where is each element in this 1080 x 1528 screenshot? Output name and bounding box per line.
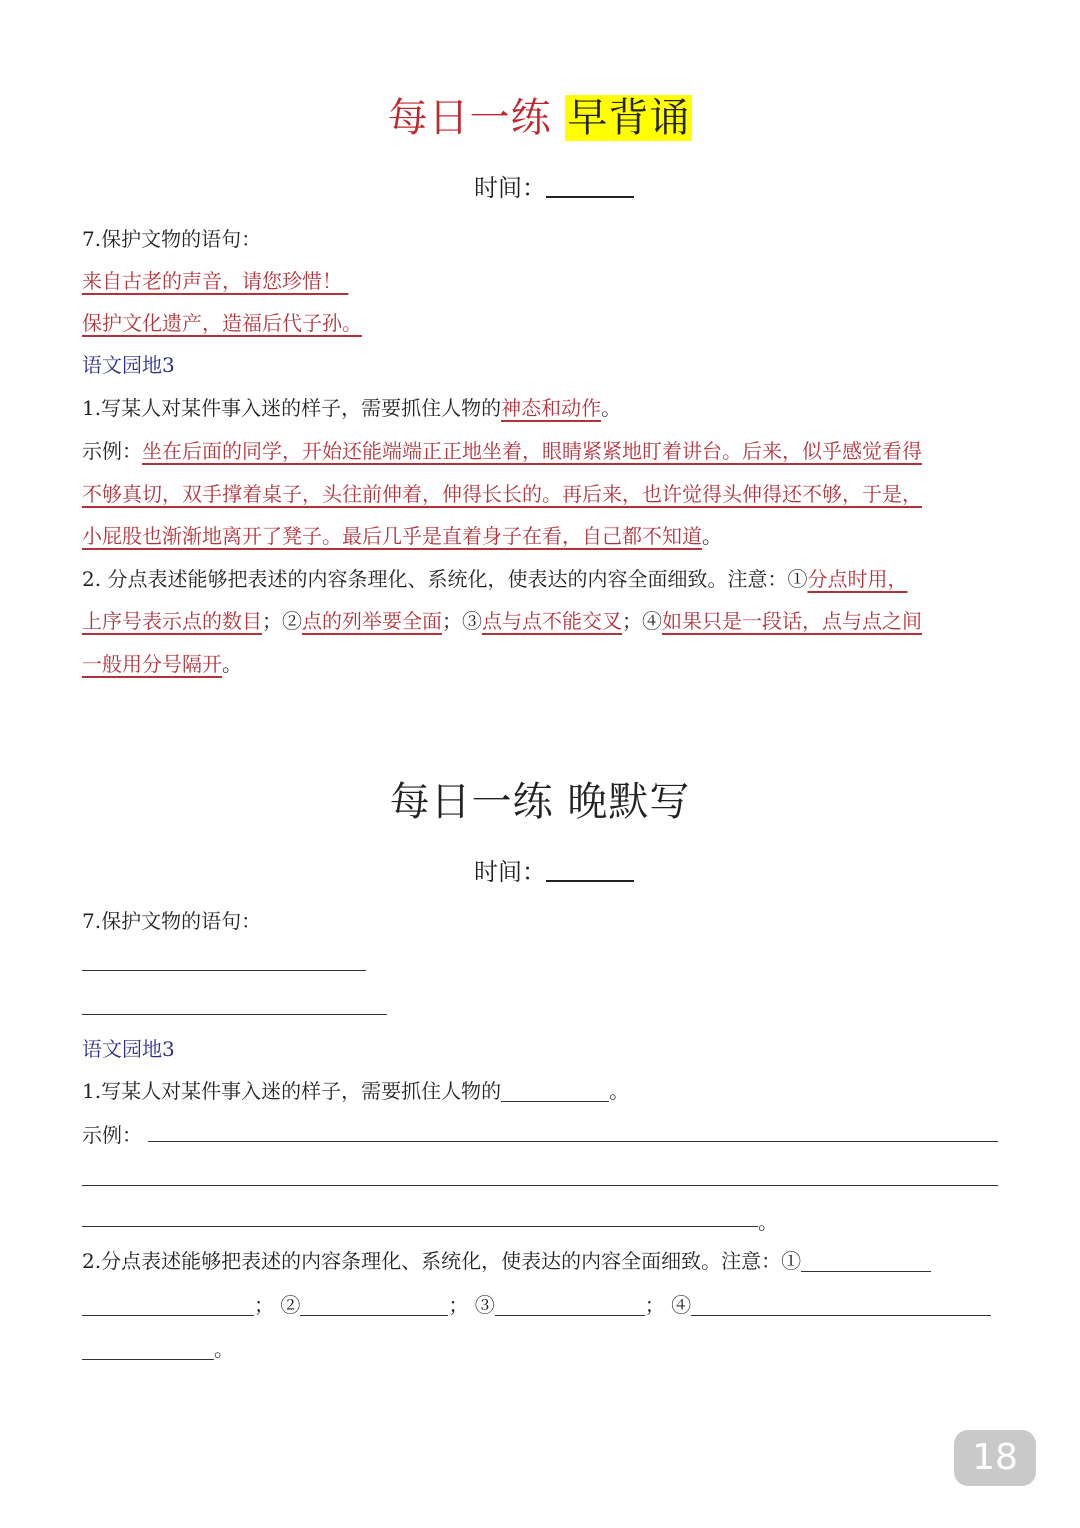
morning-q2-marker-3: ③ (462, 609, 482, 633)
morning-q7-answer-2-text: 保护文化遗产，造福后代子孙。 (82, 311, 362, 335)
evening-q2-line-3 (82, 1334, 1002, 1364)
evening-q2-blank-4a[interactable] (691, 1295, 991, 1316)
evening-q7-heading: 7.保护文物的语句： (82, 909, 262, 933)
evening-q2-blank-3[interactable] (495, 1295, 645, 1316)
evening-q1-blank[interactable] (501, 1081, 609, 1102)
morning-q2-marker-4: ④ (642, 609, 662, 633)
morning-q2-prefix: 2. 分点表述能够把表述的内容条理化、系统化，使表达的内容全面细致。注意：① (82, 567, 808, 591)
evening-q7-blank-2[interactable] (82, 1014, 387, 1015)
evening-q2-line-1 (82, 1246, 1002, 1276)
morning-example-label: 示例： (82, 439, 142, 463)
morning-q1-suffix: 。 (601, 396, 622, 420)
morning-section-heading: 语文园地3 (82, 353, 175, 377)
evening-example-label: 示例： (82, 1123, 142, 1147)
evening-q2-line-2 (82, 1290, 1002, 1320)
morning-q2-sep-3: ； (622, 609, 642, 633)
morning-example-end: 。 (702, 524, 722, 548)
morning-example-text-3: 小屁股也渐渐地离开了凳子。最后几乎是直着身子在看，自己都不知道 (82, 524, 702, 548)
morning-q2-line-2 (82, 606, 1002, 636)
morning-q2-answer-1b: 上序号表示点的数目 (82, 609, 262, 633)
evening-q2-blank-1a[interactable] (801, 1251, 931, 1272)
evening-q2-marker-3: ③ (474, 1293, 495, 1317)
evening-time-blank[interactable] (546, 858, 634, 882)
evening-q2-sep-2: ； (448, 1293, 469, 1317)
morning-q2-answer-4a: 如果只是一段话，点与点之间 (662, 609, 922, 633)
page-number-badge: 18 (954, 1430, 1036, 1486)
morning-time-label: 时间： (474, 174, 546, 202)
morning-q2-sep-2: ； (442, 609, 462, 633)
evening-time-label: 时间： (474, 858, 546, 886)
morning-q1-prefix: 1.写某人对某件事入迷的样子，需要抓住人物的 (82, 396, 502, 420)
evening-q2-blank-4b[interactable] (82, 1339, 214, 1360)
evening-q7-blank-1[interactable] (82, 970, 366, 971)
morning-q1 (82, 393, 1002, 423)
evening-q2-marker-2: ② (280, 1293, 301, 1317)
evening-q1 (82, 1076, 1002, 1106)
evening-q2-blank-2[interactable] (300, 1295, 448, 1316)
morning-q2-answer-1a: 分点时用， (807, 567, 908, 591)
morning-q7-answer-2 (82, 308, 1002, 338)
evening-example-blank-3[interactable] (82, 1226, 758, 1227)
morning-q2-line-1 (82, 564, 1002, 594)
morning-title (0, 92, 1080, 144)
morning-q2-line-3 (82, 649, 1002, 679)
morning-q7-answer-1-text: 来自古老的声音，请您珍惜！ (82, 269, 342, 293)
morning-time-row (0, 172, 1080, 204)
evening-q2-marker-4: ④ (671, 1293, 692, 1317)
evening-title: 每日一练 晚默写 (389, 779, 691, 825)
evening-q2-end: 。 (214, 1337, 234, 1361)
evening-example-period: 。 (758, 1210, 778, 1234)
evening-q1-suffix: 。 (609, 1079, 630, 1103)
morning-title-prefix: 每日一练 (387, 95, 566, 141)
morning-q1-answer: 神态和动作 (501, 396, 602, 420)
evening-example-blank-2[interactable] (82, 1185, 998, 1186)
evening-q1-prefix: 1.写某人对某件事入迷的样子，需要抓住人物的 (82, 1079, 502, 1103)
evening-time-row (0, 856, 1080, 888)
morning-q7-heading: 7.保护文物的语句： (82, 227, 262, 251)
evening-example-blank-1[interactable] (148, 1141, 998, 1142)
morning-example-line-3 (82, 521, 1002, 551)
morning-q2-answer-2: 点的列举要全面 (302, 609, 442, 633)
morning-q2-answer-3: 点与点不能交叉 (482, 609, 622, 633)
evening-q2-sep-3: ； (644, 1293, 665, 1317)
evening-q2-sep-1: ； (254, 1293, 274, 1317)
morning-example-line-1 (82, 436, 1002, 466)
morning-title-highlight: 早背诵 (567, 95, 691, 141)
morning-q2-answer-4b: 一般用分号隔开 (82, 652, 222, 676)
evening-q2-blank-1b[interactable] (82, 1295, 254, 1316)
morning-q2-marker-2: ② (282, 609, 302, 633)
morning-example-text-2: 不够真切，双手撑着桌子，头往前伸着，伸得长长的。再后来，也许觉得头伸得还不够，于是， (82, 482, 922, 506)
morning-time-blank (546, 174, 634, 198)
evening-q2-prefix: 2.分点表述能够把表述的内容条理化、系统化，使表达的内容全面细致。注意：① (82, 1249, 802, 1273)
evening-section-heading: 语文园地3 (82, 1037, 175, 1061)
morning-q7-answer-1 (82, 266, 1002, 296)
morning-example-line-2 (82, 479, 1002, 509)
morning-q2-sep-1: ； (262, 609, 282, 633)
morning-q2-end: 。 (222, 652, 242, 676)
morning-example-text-1: 坐在后面的同学，开始还能端端正正地坐着，眼睛紧紧地盯着讲台。后来，似乎感觉看得 (142, 439, 922, 463)
